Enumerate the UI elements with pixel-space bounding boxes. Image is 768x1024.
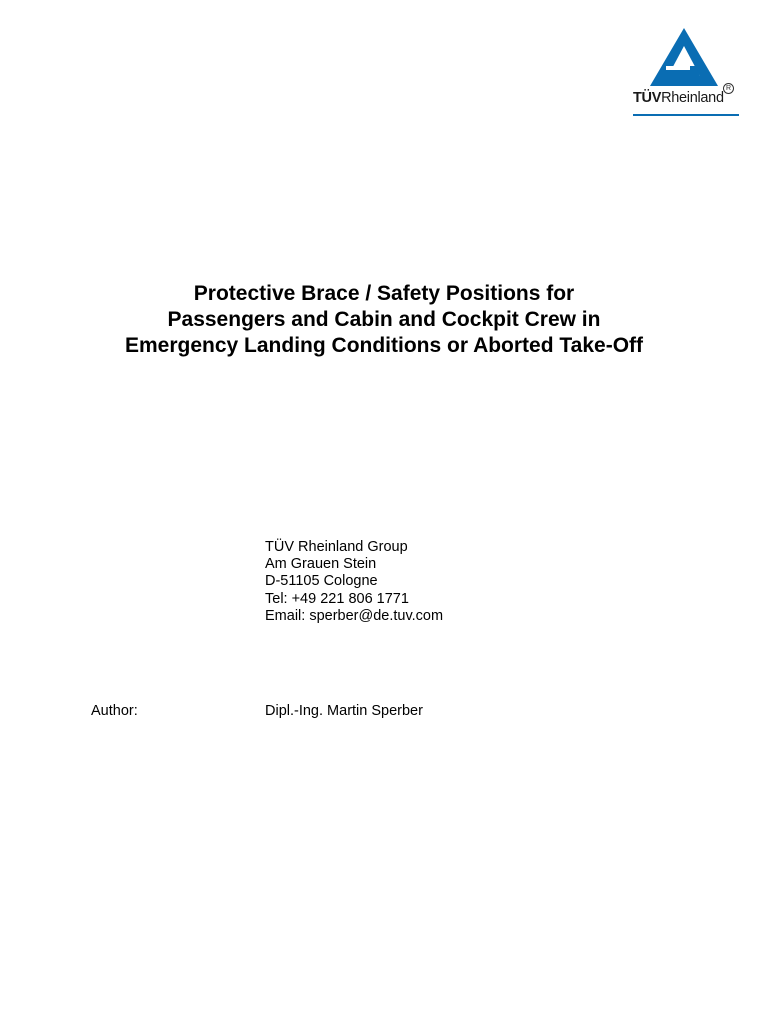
title-line: Passengers and Cabin and Cockpit Crew in	[167, 308, 601, 331]
document-title	[0, 281, 768, 359]
logo-underline	[633, 114, 739, 116]
address-email: Email: sperber@de.tuv.com	[265, 607, 444, 624]
address-organization: TÜV Rheinland Group	[265, 539, 408, 555]
title-line: Protective Brace / Safety Positions for	[193, 282, 575, 305]
logo-brand-text-tuv: TÜV	[633, 90, 662, 106]
address-street: Am Grauen Stein	[265, 556, 377, 573]
registered-trademark-mark: R	[723, 83, 734, 94]
tuv-triangle-logo-icon	[648, 26, 720, 88]
address-phone: Tel: +49 221 806 1771	[265, 590, 409, 607]
address-city: D-51105 Cologne	[265, 573, 378, 590]
title-line: Emergency Landing Conditions or Aborted Take-Off	[124, 334, 644, 357]
author-name: Dipl.-Ing. Martin Sperber	[265, 703, 423, 719]
author-label: Author:	[91, 703, 138, 719]
logo-brand-text	[633, 90, 724, 106]
logo-brand-text-rheinland: Rheinland	[661, 90, 724, 106]
address-block	[265, 539, 443, 625]
tuv-rheinland-logo	[630, 26, 742, 118]
